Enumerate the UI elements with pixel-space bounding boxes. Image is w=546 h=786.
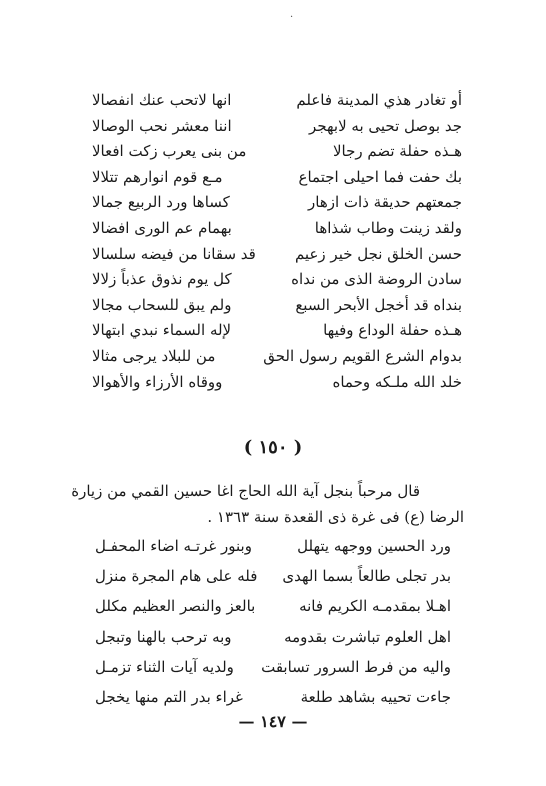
hemistich-right: سادن الروضة الذى من نداه: [291, 270, 462, 289]
hemistich-right: بنداه قد أخجل الأبحر السبع: [295, 295, 462, 314]
verse: [95, 622, 451, 652]
verse: [92, 165, 462, 191]
hemistich-left: اننا معشر نحب الوصالا: [92, 116, 232, 135]
hemistich-left: من للبلاد يرجى مثالا: [92, 346, 216, 365]
hemistich-right: هـذه حفلة الوداع وفيها: [323, 321, 462, 340]
poem-block-1: [92, 88, 462, 395]
verse: [95, 531, 451, 561]
hemistich-left: غراء بدر التم منها يخجل: [95, 687, 243, 706]
hemistich-right: بك حفت فما احيلى اجتماع: [298, 167, 462, 186]
verse: [92, 370, 462, 396]
verse: [92, 139, 462, 165]
hemistich-left: ووقاه الأرزاء والأهوالا: [92, 372, 223, 391]
verse: [95, 682, 451, 712]
hemistich-right: ولقد زينت وطاب شذاها: [314, 218, 462, 237]
hemistich-right: هـذه حفلة تضم رجالا: [332, 142, 462, 161]
verse: [92, 190, 462, 216]
verse: [92, 318, 462, 344]
hemistich-right: حسن الخلق نجل خير زعيم: [294, 244, 462, 263]
verse: [92, 344, 462, 370]
hemistich-right: اهل العلوم تباشرت بقدومه: [284, 627, 451, 646]
hemistich-left: وبنور غرتـه اضاء المحفـل: [95, 537, 252, 555]
hemistich-right: اهـلا بمقدمـه الكريم فانه: [299, 597, 451, 616]
intro-line: الرضا (ع) فى غرة ذى القعدة سنة ١٣٦٣ .: [207, 508, 464, 526]
hemistich-right: جد بوصل تحيى به لابهجر: [309, 116, 462, 135]
poem-number-heading: ( ١٥٠ ): [243, 437, 303, 458]
verse: [95, 591, 451, 621]
verse: [92, 88, 462, 114]
verse: [92, 216, 462, 242]
intro-paragraph: [71, 478, 464, 530]
hemistich-right: ورد الحسين ووجهه يتهلل: [297, 537, 451, 555]
hemistich-left: وبه ترحب بالهنا وتبجل: [95, 627, 232, 646]
intro-line: قال مرحباً بنجل آية الله الحاج اغا حسين القمي من زيارة: [71, 482, 420, 500]
hemistich-right: بدوام الشرع القويم رسول الحق: [263, 346, 462, 365]
poem-block-2: [95, 531, 451, 712]
hemistich-right: أو تغادر هذي المدينة فاعلم: [296, 91, 462, 109]
verse: [92, 267, 462, 293]
hemistich-left: ولديه آيات الثناء تزمـل: [95, 657, 234, 676]
hemistich-left: مـع قوم انوارهم تتلالا: [92, 167, 223, 186]
hemistich-right: جاءت تحييه بشاهد طلعة: [300, 687, 451, 706]
verse: [92, 242, 462, 268]
verse: [92, 114, 462, 140]
hemistich-right: جمعتهم حديقة ذات ازهار: [308, 193, 462, 212]
top-mark: ·: [290, 12, 294, 23]
verse: [95, 652, 451, 682]
hemistich-right: خلد الله ملـكه وحماه: [332, 372, 462, 391]
hemistich-right: بدر تجلى طالعاً بسما الهدى: [282, 567, 451, 586]
hemistich-left: كل يوم نذوق عذباً زلالا: [92, 270, 232, 289]
hemistich-left: لإله السماء نبدي ابتهالا: [92, 321, 232, 340]
hemistich-left: فله على هام المجرة منزل: [95, 567, 258, 586]
hemistich-left: كساها ورد الربيع جمالا: [92, 193, 230, 212]
verse: [92, 293, 462, 319]
page-number: — ١٤٧ —: [238, 712, 308, 731]
hemistich-left: من بنى يعرب زكت افعالا: [92, 142, 247, 161]
hemistich-left: قد سقانا من فيضه سلسالا: [92, 244, 256, 263]
hemistich-left: بالعز والنصر العظيم مكلل: [95, 597, 256, 616]
hemistich-left: بهمام عم الورى افضالا: [92, 218, 232, 237]
verse: [95, 561, 451, 591]
hemistich-right: واليه من فرط السرور تسابقت: [261, 657, 451, 676]
hemistich-left: انها لاتحب عنك انفصالا: [92, 91, 232, 109]
hemistich-left: ولم يبق للسحاب مجالا: [92, 295, 232, 314]
